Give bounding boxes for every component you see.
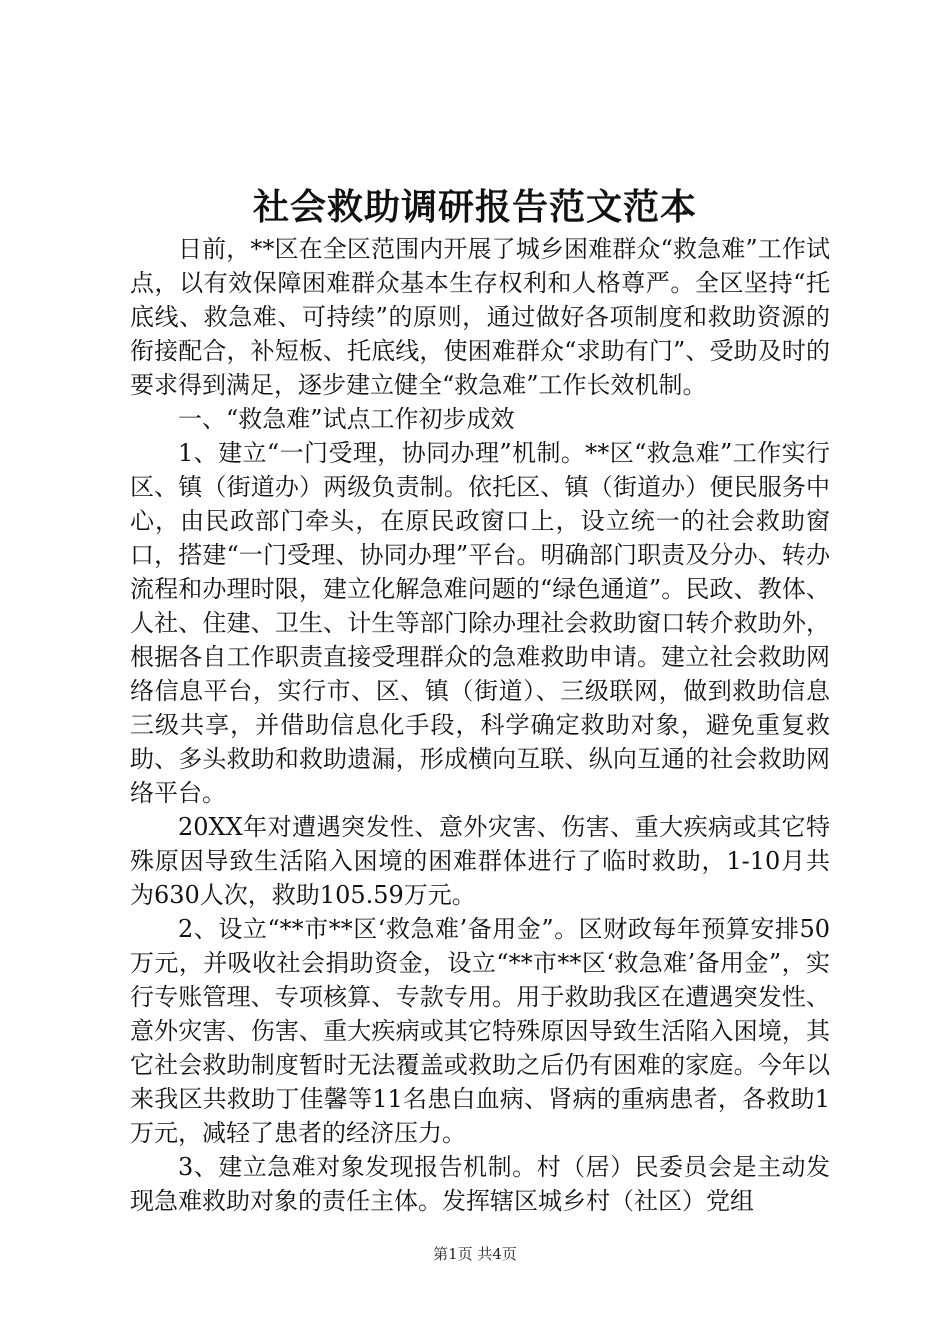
paragraph-intro: 日前，**区在全区范围内开展了城乡困难群众“救急难”工作试点，以有效保障困难群众基本生存权利和人格尊严。全区坚持“托底线、救急难、可持续”的原则，通过做好各项制度和救助资源的衔接配合，补短板、托底线，使困难群众“求助有门”、受助及时的要求得到满足，逐步建立健全“救急难”工作长效机制。 bbox=[130, 235, 830, 399]
paragraph-statistics: 20XX年对遭遇突发性、意外灾害、伤害、重大疾病或其它特殊原因导致生活陷入困境的困难群体进行了临时救助，1-10月共为630人次，救助105.59万元。 bbox=[130, 813, 830, 909]
document-title: 社会救助调研报告范文范本 bbox=[252, 186, 697, 228]
document-body bbox=[130, 232, 830, 1218]
paragraph-item-1: 1、建立“一门受理，协同办理”机制。**区“救急难”工作实行区、镇（街道办）两级负责制。依托区、镇（街道办）便民服务中心，由民政部门牵头，在原民政窗口上，设立统一的社会救助窗口，搭建“一门受理、协同办理”平台。明确部门职责及分办、转办流程和办理时限，建立化解急难问题的“绿色通道”。民政、教体、人社、住建、卫生、计生等部门除办理社会救助窗口转介救助外，根据各自工作职责直接受理群众的急难救助申请。建立社会救助网络信息平台，实行市、区、镇（街道）、三级联网，做到救助信息三级共享，并借助信息化手段，科学确定救助对象，避免重复救助、多头救助和救助遗漏，形成横向互联、纵向互通的社会救助网络平台。 bbox=[130, 439, 830, 807]
paragraph-item-3: 3、建立急难对象发现报告机制。村（居）民委员会是主动发现急难救助对象的责任主体。发挥辖区城乡村（社区）党组 bbox=[130, 1153, 830, 1215]
paragraph-item-2: 2、设立“**市**区‘救急难’备用金”。区财政每年预算安排50万元，并吸收社会捐助资金，设立“**市**区‘救急难’备用金”，实行专账管理、专项核算、专款专用。用于救助我区在遭遇突发性、意外灾害、伤害、重大疾病或其它特殊原因导致生活陷入困境，其它社会救助制度暂时无法覆盖或救助之后仍有困难的家庭。今年以来我区共救助丁佳馨等11名患白血病、肾病的重病患者，各救助1万元，减轻了患者的经济压力。 bbox=[130, 915, 830, 1147]
section-heading: 一、“救急难”试点工作初步成效 bbox=[178, 405, 515, 433]
page-number-footer: 第1页 共4页 bbox=[433, 1245, 517, 1263]
